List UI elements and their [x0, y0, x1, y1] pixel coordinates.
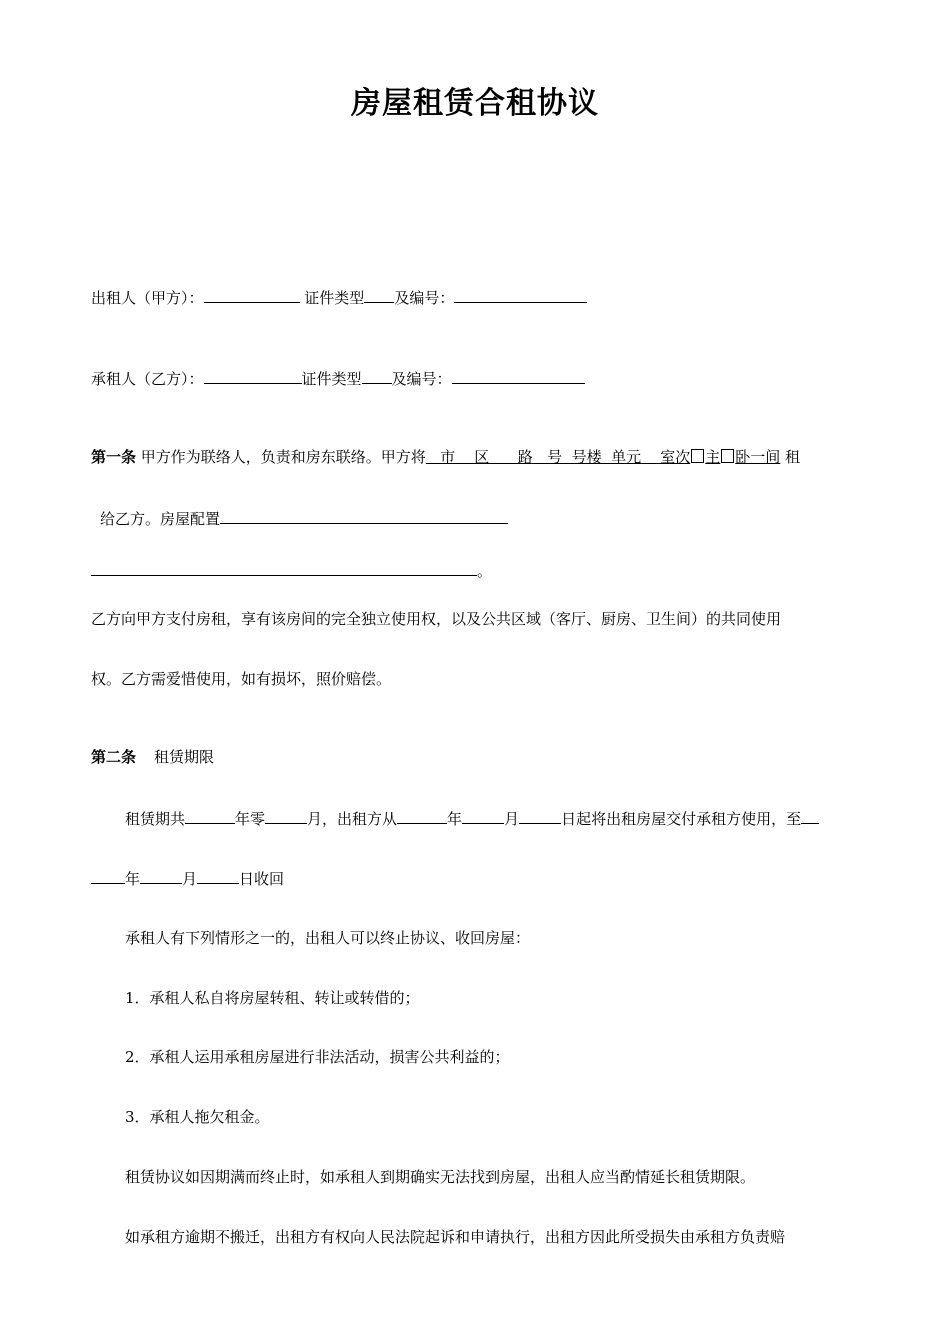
article-2-heading: 第二条 [91, 748, 137, 766]
room-config-blank[interactable] [220, 506, 508, 524]
lessor-id-type-label: 证件类型 [304, 289, 365, 307]
termination-item-2: 2．承租人运用承租房屋进行非法活动，损害公共利益的； [125, 1048, 510, 1066]
article-1-line-2 [100, 506, 508, 530]
overdue-paragraph: 如承租方逾期不搬迁，出租方有权向人民法院起诉和申请执行，出租方因此所受损失由承租方负责赔 [125, 1228, 786, 1246]
lessee-name-blank[interactable] [204, 366, 302, 384]
article-1-heading: 第一条 [91, 448, 137, 466]
lessor-id-type-blank[interactable] [364, 285, 394, 303]
article-2-subtitle: 租赁期限 [154, 748, 215, 766]
period-mark: 。 [477, 562, 493, 580]
lessor-id-no-blank[interactable] [454, 285, 587, 303]
lease-term-t4: 年 [447, 810, 463, 828]
room-config-blank-continued[interactable] [91, 558, 477, 576]
lessor-label: 出租人（甲方）： [91, 289, 204, 307]
lease-term-t2: 年零 [235, 810, 266, 828]
lease-term-t7: 年 [125, 870, 141, 888]
lease-term-line-2 [91, 866, 284, 890]
article-1-line-3 [91, 558, 492, 582]
end-year-blank-part-2[interactable] [91, 866, 125, 884]
lease-term-t8: 月 [182, 870, 198, 888]
end-year-blank-part-1[interactable] [801, 806, 819, 824]
start-day-blank[interactable] [519, 806, 561, 824]
article-1-para-2-line-1: 乙方向甲方支付房租，享有该房间的完全独立使用权，以及公共区域（客厅、厨房、卫生间）的共同使用 [91, 610, 782, 628]
start-month-blank[interactable] [462, 806, 504, 824]
lessor-line [91, 285, 587, 309]
address-text: 市 区 路 号 号楼 单元 室次 [425, 448, 691, 466]
article-1-text-b: 租 [785, 448, 801, 466]
option-main-label: 主 [705, 448, 721, 466]
lessee-line [91, 366, 585, 390]
checkbox-main[interactable] [721, 449, 734, 463]
termination-item-3: 3．承租人拖欠租金。 [125, 1108, 270, 1126]
lease-term-line-1 [125, 806, 819, 830]
expiry-paragraph: 租赁协议如因期满而终止时，如承租人到期确实无法找到房屋，出租人应当酌情延长租赁期限。 [125, 1168, 756, 1186]
lease-years-blank[interactable] [185, 806, 235, 824]
lease-term-t3: 月，出租方从 [307, 810, 398, 828]
end-day-blank[interactable] [197, 866, 239, 884]
lessee-label: 承租人（乙方）： [91, 370, 204, 388]
lease-term-t6: 日起将出租房屋交付承租方使用，至 [561, 810, 802, 828]
lessee-id-no-label: 及编号： [391, 370, 452, 388]
lease-term-t5: 月 [504, 810, 520, 828]
document-title: 房屋租赁合租协议 [351, 86, 599, 121]
article-2-heading-line [91, 746, 214, 768]
room-config-label: 给乙方。房屋配置 [100, 510, 221, 528]
lease-term-t9: 日收回 [239, 870, 285, 888]
lessee-id-type-blank[interactable] [362, 366, 392, 384]
lessor-id-no-label: 及编号： [394, 289, 455, 307]
lessee-id-type-label: 证件类型 [301, 370, 362, 388]
lessee-id-no-blank[interactable] [452, 366, 585, 384]
checkbox-secondary[interactable] [691, 449, 704, 463]
end-month-blank[interactable] [140, 866, 182, 884]
lessor-name-blank[interactable] [204, 285, 300, 303]
start-year-blank[interactable] [397, 806, 447, 824]
option-room-label: 卧一间 [735, 448, 781, 466]
lease-term-t1: 租赁期共 [125, 810, 186, 828]
article-1-text-a: 甲方作为联络人，负责和房东联络。甲方将 [140, 448, 426, 466]
lease-months-blank[interactable] [265, 806, 307, 824]
termination-intro: 承租人有下列情形之一的，出租人可以终止协议、收回房屋： [125, 929, 531, 947]
address-fill [426, 448, 780, 466]
article-1-para-2-line-2: 权。乙方需爱惜使用，如有损坏，照价赔偿。 [91, 670, 392, 688]
termination-item-1: 1．承租人私自将房屋转租、转让或转借的； [125, 989, 420, 1007]
article-1-line-1 [91, 446, 800, 468]
